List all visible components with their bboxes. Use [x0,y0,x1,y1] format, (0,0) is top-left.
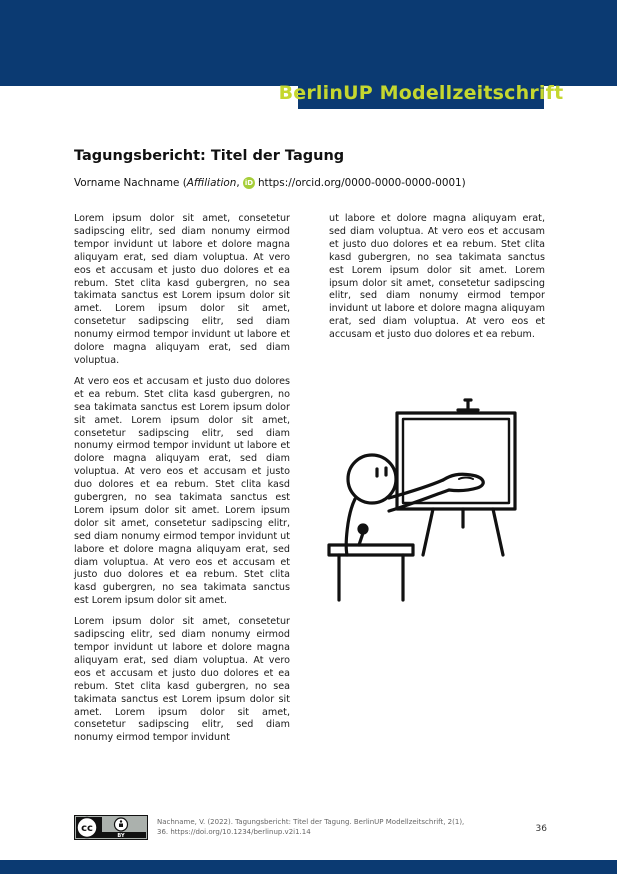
page-number: 36 [535,824,547,834]
by-label: BY [117,833,125,839]
affiliation-separator: , [236,177,243,189]
header-band [0,0,617,86]
footer-band [0,860,617,874]
article-title: Tagungsbericht: Titel der Tagung [74,148,345,164]
journal-name: BerlinUP Modellzeitschrift [278,81,564,104]
body-column-left [74,213,290,753]
cc-by-license-icon[interactable] [74,815,148,840]
paragraph: Lorem ipsum dolor sit amet, consetetur sadipscing elitr, sed diam nonumy eirmod tempor invidunt ut labore et dolore magna aliquyam erat, sed diam voluptua. At vero eos et accusam et justo duo dolores et ea rebum. Stet clita kasd gubergren, no sea takimata sanctus est Lorem ipsum dolor sit amet. Lorem ipsum dolor sit amet, consetetur sadipscing elitr, sed diam nonumy eirmod tempor invidunt [74,616,290,744]
author-line [74,177,544,189]
citation-text: Nachname, V. (2022). Tagungsbericht: Titel der Tagung. BerlinUP Modellzeitschrift, 2(1), 36. https://doi.org/10.1234/berlinup.v2i1.14 [157,818,465,836]
paragraph: ut labore et dolore magna aliquyam erat, sed diam voluptua. At vero eos et accusam et justo duo dolores et ea rebum. Stet clita kasd gubergren, no sea takimata sanctus est Lorem ipsum dolor sit amet. Lorem ipsum dolor sit amet, consetetur sadipscing elitr, sed diam nonumy eirmod tempor invidunt ut labore et dolore magna aliquyam erat, sed diam voluptua. At vero eos et accusam et justo duo dolores et ea rebum. [329,213,545,341]
cc-label: cc [81,823,93,834]
affiliation-open: ( [179,177,187,189]
presenter-at-lectern-icon [325,395,520,605]
paragraph: Lorem ipsum dolor sit amet, consetetur sadipscing elitr, sed diam nonumy eirmod tempor invidunt ut labore et dolore magna aliquyam erat, sed diam voluptua. At vero eos et accusam et justo duo dolores et ea rebum. Stet clita kasd gubergren, no sea takimata sanctus est Lorem ipsum dolor sit amet. Lorem ipsum dolor sit amet, consetetur sadipscing elitr, sed diam nonumy eirmod tempor invidunt ut labore et dolore magna aliquyam erat, sed diam voluptua. [74,213,290,366]
affiliation-close: ) [461,177,466,189]
orcid-link[interactable]: https://orcid.org/0000-0000-0000-0001 [257,177,462,189]
body-column-right [329,213,545,350]
orcid-icon[interactable]: iD [244,179,254,187]
journal-tab [278,76,564,109]
paragraph: At vero eos et accusam et justo duo dolores et ea rebum. Stet clita kasd gubergren, no sea takimata sanctus est Lorem ipsum dolor sit amet. Lorem ipsum dolor sit amet, consetetur sadipscing elitr, sed diam nonumy eirmod tempor invidunt ut labore et dolore magna aliquyam erat, sed diam voluptua. At vero eos et accusam et justo duo dolores et ea rebum. Stet clita kasd gubergren, no sea takimata sanctus est Lorem ipsum dolor sit amet. Lorem ipsum dolor sit amet, consetetur sadipscing elitr, sed diam nonumy eirmod tempor invidunt ut labore et dolore magna aliquyam erat, sed diam voluptua. At vero eos et accusam et justo duo dolores et ea rebum. Stet clita kasd gubergren, no sea takimata sanctus est Lorem ipsum dolor sit amet. [74,375,290,607]
author-name: Vorname Nachname [74,177,180,189]
affiliation: Affiliation [186,177,237,189]
